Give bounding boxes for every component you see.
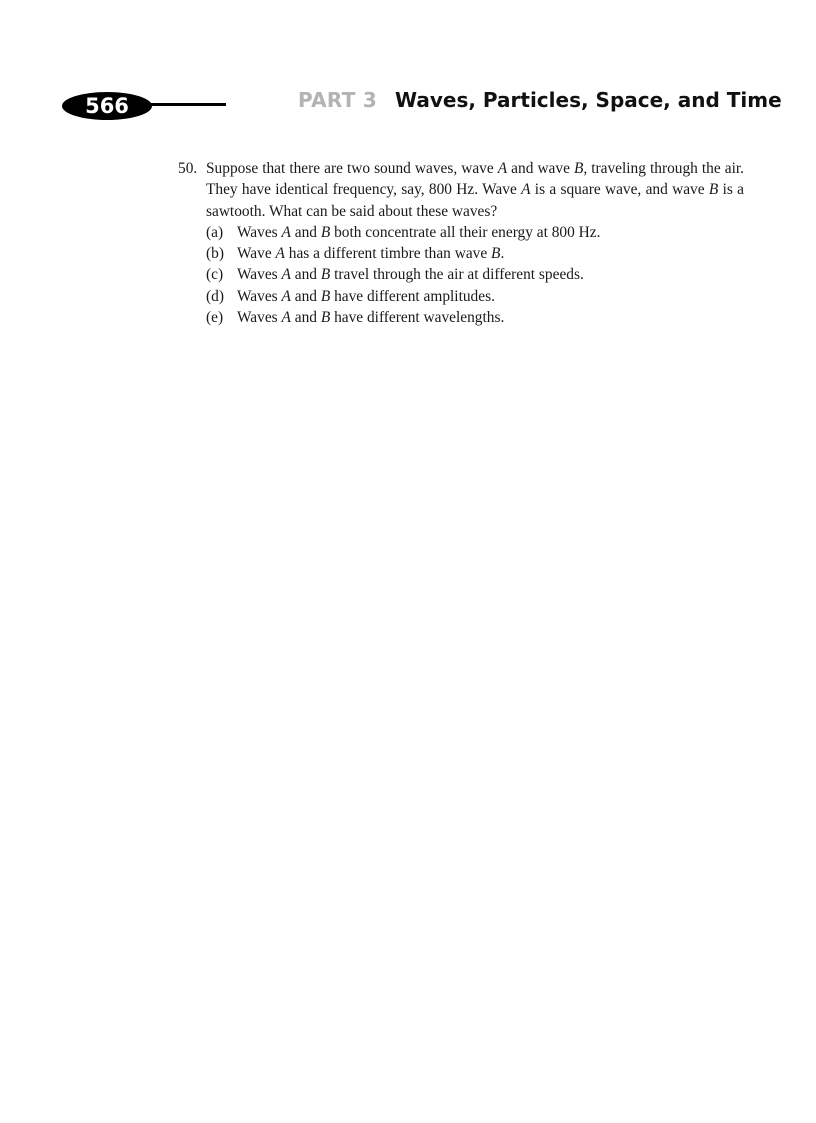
choice-text-part: and [290, 309, 321, 327]
choice-text-part: both concentrate all their energy at 800 Hz. [330, 223, 601, 241]
choice-text [237, 222, 600, 243]
choice-text [237, 243, 504, 264]
choice-text-part: Waves [237, 266, 282, 284]
stem-variable: B [708, 181, 719, 199]
header-rule [148, 103, 226, 106]
stem-text: is a square wave, and wave [530, 181, 709, 199]
choice-text-part: have different wavelengths. [330, 309, 505, 327]
choice-label: (a) [206, 223, 224, 241]
stem-variable: B [573, 160, 584, 177]
choice-variable: B [491, 245, 501, 263]
choice-text-part: Waves [237, 309, 282, 327]
page-number: 566 [85, 94, 129, 118]
choice-variable: B [320, 223, 331, 241]
choice-variable: A [275, 245, 285, 263]
choice-text-part: and [290, 223, 321, 241]
part-title: Waves, Particles, Space, and Time [395, 88, 782, 112]
choice-label: (e) [206, 309, 224, 327]
answer-choice-b [206, 243, 744, 264]
answer-choice-d [206, 286, 744, 307]
stem-text: is a sawtooth. What can be said about these waves? [206, 181, 744, 220]
choice-variable: A [281, 266, 291, 284]
question-stem [178, 158, 744, 222]
choice-text [237, 286, 495, 307]
choice-label: (c) [206, 266, 224, 284]
choice-text [237, 264, 584, 285]
choice-variable: B [320, 266, 331, 284]
choice-text-part: and [290, 287, 321, 305]
answer-choice-a [206, 222, 744, 243]
choice-text-part: Waves [237, 223, 282, 241]
choice-variable: A [281, 287, 291, 305]
part-label: PART 3 [298, 88, 378, 112]
answer-choice-c [206, 264, 744, 285]
choice-text-part: Waves [237, 287, 282, 305]
choice-variable: A [281, 223, 291, 241]
choice-text-part: travel through the air at different speeds. [330, 266, 584, 284]
stem-variable: A [521, 181, 531, 199]
choice-variable: A [281, 309, 291, 327]
choice-label: (d) [206, 287, 224, 305]
choice-variable: B [320, 287, 331, 305]
stem-text: Suppose that there are two sound waves, wave [206, 160, 498, 177]
question-50 [178, 158, 744, 328]
question-number: 50. [178, 160, 198, 177]
stem-text: , traveling through the air. They have identical frequency, say, 800 Hz. Wave [206, 160, 744, 199]
page-header [0, 0, 816, 140]
stem-variable: A [497, 160, 508, 177]
choice-text-part: Wave [237, 245, 276, 263]
choice-text-part: and [290, 266, 321, 284]
choice-variable: B [320, 309, 331, 327]
choice-text-part: . [500, 245, 505, 263]
choice-text-part: has a different timbre than wave [284, 245, 492, 263]
choice-label: (b) [206, 245, 224, 263]
answer-choices [178, 222, 744, 328]
choice-text [237, 307, 504, 328]
choice-text-part: have different amplitudes. [330, 287, 495, 305]
answer-choice-e [206, 307, 744, 328]
stem-text: and wave [507, 160, 574, 177]
